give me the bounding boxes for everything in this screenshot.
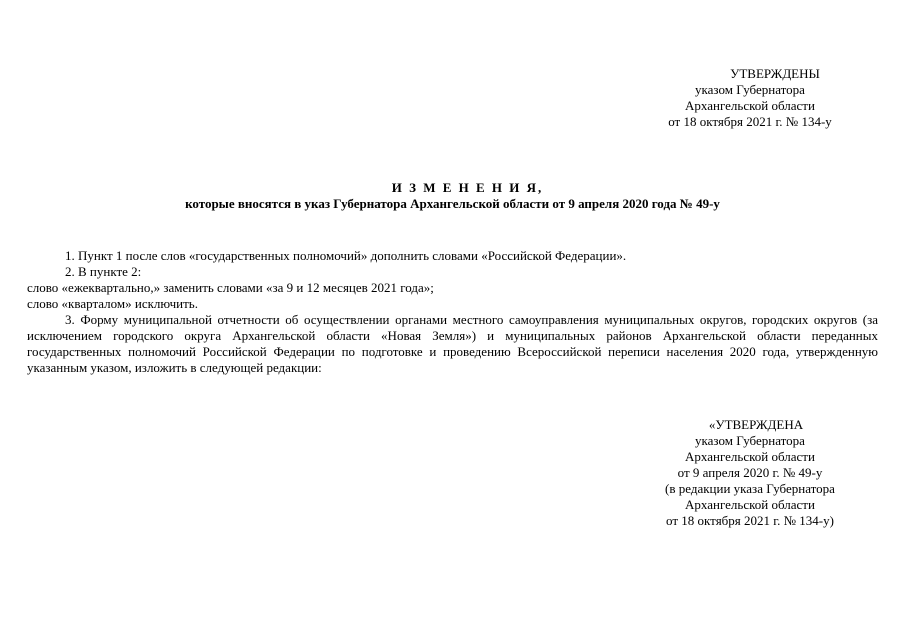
approval-stamp-bottom <box>630 417 870 529</box>
approval-bottom-date: от 9 апреля 2020 г. № 49-у <box>677 465 823 480</box>
approval-bottom-issuer: указом Губернатора <box>695 433 805 448</box>
approval-bottom-revision: (в редакции указа Губернатора <box>665 481 835 496</box>
approval-stamp-top <box>625 66 875 130</box>
paragraph-item-2: 2. В пункте 2: <box>65 264 142 279</box>
document-heading: И З М Е Н Е Н И Я, <box>391 180 544 195</box>
paragraph-item-2-line-2: слово «кварталом» исключить. <box>27 296 198 311</box>
document-title <box>0 180 905 212</box>
approval-bottom-revision-region: Архангельской области <box>685 497 815 512</box>
paragraph-item-1: 1. Пункт 1 после слов «государственных полномочий» дополнить словами «Российской Федерации». <box>65 248 627 263</box>
approval-top-date: от 18 октября 2021 г. № 134-у <box>668 114 832 129</box>
document-body <box>27 248 878 376</box>
approval-top-title: УТВЕРЖДЕНЫ <box>730 66 820 81</box>
approval-bottom-region: Архангельской области <box>685 449 815 464</box>
approval-bottom-revision-date: от 18 октября 2021 г. № 134-у) <box>666 513 834 528</box>
approval-top-region: Архангельской области <box>685 98 815 113</box>
document-subheading: которые вносятся в указ Губернатора Архангельской области от 9 апреля 2020 года № 49-у <box>185 196 720 211</box>
approval-bottom-title: «УТВЕРЖДЕНА <box>708 417 804 432</box>
approval-top-issuer: указом Губернатора <box>695 82 805 97</box>
paragraph-item-3: 3. Форму муниципальной отчетности об осуществлении органами местного самоуправления муниципальных округов, городских округов (за исключением городского округа Архангельской области «Новая Земля») и муниципальных районов Архангельской области переданных государственных полномочий Российской Федерации по подготовке и проведению Всероссийской переписи населения 2020 года, утвержденную указанным указом, изложить в следующей редакции: <box>27 312 878 375</box>
paragraph-item-2-line-1: слово «ежеквартально,» заменить словами «за 9 и 12 месяцев 2021 года»; <box>27 280 434 295</box>
